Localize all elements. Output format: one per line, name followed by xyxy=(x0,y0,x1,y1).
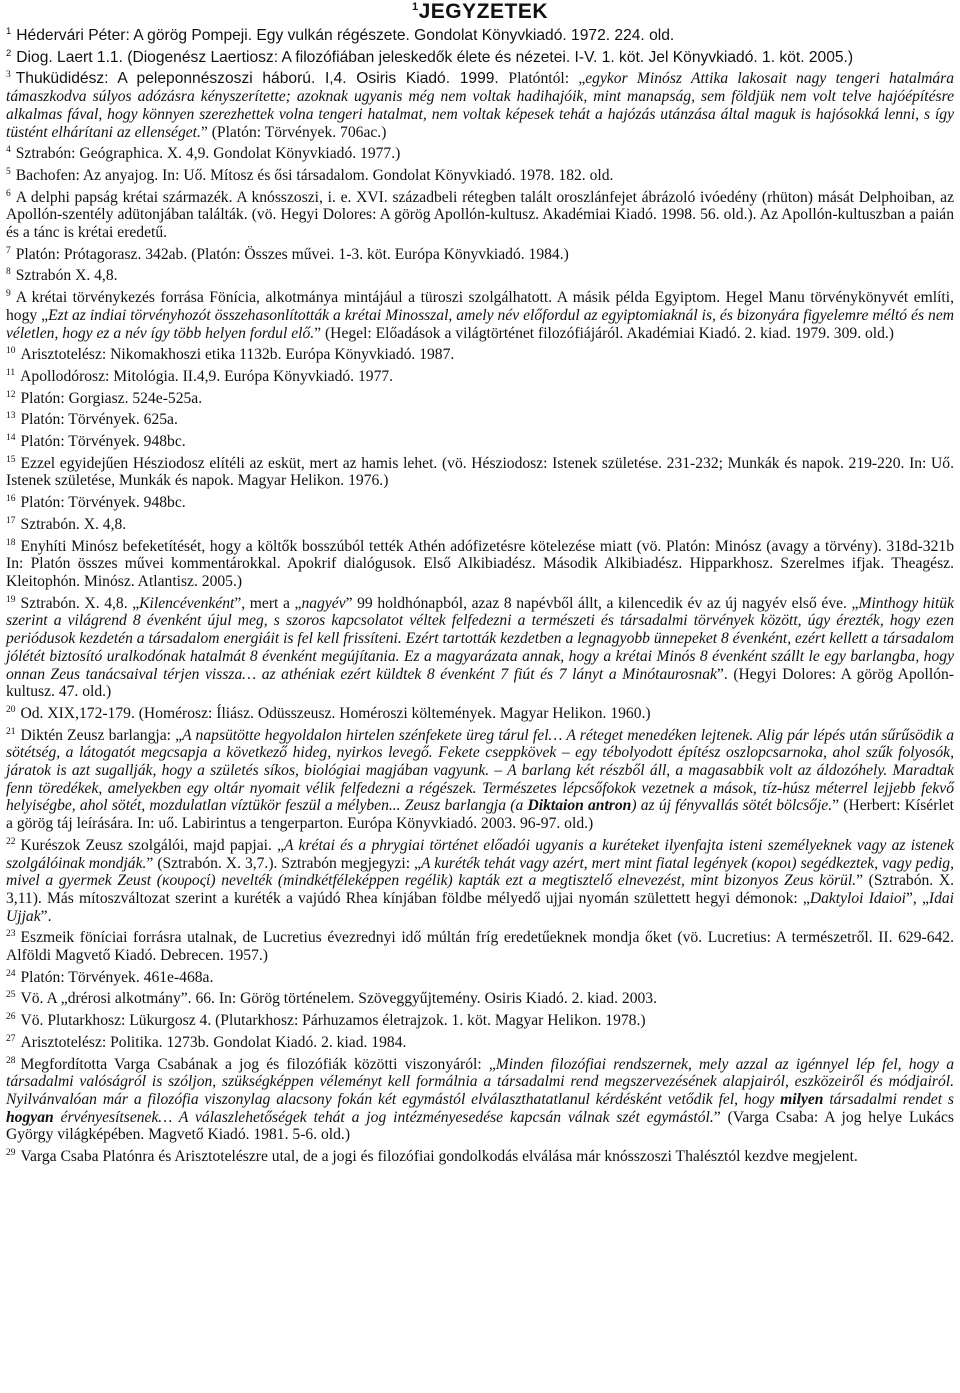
endnote-text: Kurészok Zeusz szolgálói, majd papjai. „ xyxy=(20,836,285,854)
endnote-text: Ezt az indiai törvényhozót összehasonlították a krétai Minosszal, amely név előfordul az egyiptomiaknál is, és bizonyára figyelemre méltó és nem véletlen, hogy ez a név így több helyen fordul elő. xyxy=(6,306,955,342)
endnote-11 xyxy=(6,368,954,386)
endnote-text: Idai Ujjak xyxy=(6,889,955,925)
endnote-8 xyxy=(6,267,954,285)
endnote-number: 29 xyxy=(6,1148,16,1159)
endnotes-page xyxy=(6,0,954,1170)
endnote-text: ”. xyxy=(40,907,52,925)
title-footnote-marker: 1 xyxy=(412,1,419,13)
endnote-number: 22 xyxy=(6,836,16,847)
endnote-26 xyxy=(6,1012,954,1030)
endnote-text: Platón: Törvények. 948bc. xyxy=(20,433,186,451)
endnote-text: Platóntól: „ xyxy=(508,70,586,88)
endnote-text: Daktyloi Idaioi xyxy=(809,889,906,907)
endnote-text: Vö. A „drérosi alkotmány”. 66. In: Görög történelem. Szöveggyűjtemény. Osiris Kiadó. 2. kiad. 2003. xyxy=(20,990,657,1008)
endnote-text: A krétai és a phrygiai történet előadói ugyanis a kuréteket ilyenfajta isteni személyeknek vagy az istenek szolgálóinak mondják. xyxy=(6,836,954,872)
endnote-number: 16 xyxy=(6,494,16,505)
endnote-number: 11 xyxy=(6,367,16,378)
endnote-number: 12 xyxy=(6,389,16,400)
endnote-number: 21 xyxy=(6,726,16,737)
endnote-text: A kuréték tehát vagy azért, mert mint fiatal legények (κοροι) segédkeztek, vagy pedig, mivel a gyermek Zeust (κουροςί) nevelték (mindkétféleképpen regélik) kapták ezt a megtisztelő elnevezést, mint bizonyos Zeus körül. xyxy=(6,854,955,890)
endnote-text: Sztrabón. X. 4,8. „ xyxy=(20,594,140,612)
endnote-12 xyxy=(6,390,954,408)
endnote-text: Diog. Laert 1.1. (Diogenész Laertiosz: A filozófiában jeleskedők élete és nézetei. I-V. 1. köt. Jel Könyvkiadó. 1. köt. 2005.) xyxy=(16,48,854,66)
endnote-text: A delphi papság krétai származék. A knósszoszi, i. e. XVI. századbeli rétegben talált oroszlánfejet ábrázoló ivóedény (rhüton) mását Delphoiban, az Apollón-szentély adütonjában találták. (vö. Hegyi Dolores: A görög Apollón-kultusz. Akadémiai Kiadó. 1998. 56. old.). Az Apollón-kultuszban a paián és a tánc is krétai eredetű. xyxy=(6,188,954,242)
endnote-number: 20 xyxy=(6,704,16,715)
endnote-14 xyxy=(6,433,954,451)
endnote-number: 28 xyxy=(6,1055,16,1066)
endnote-number: 8 xyxy=(6,267,11,278)
endnote-text: Sztrabón. X. 4,8. xyxy=(20,515,127,533)
endnote-text: milyen xyxy=(780,1090,824,1108)
endnote-22 xyxy=(6,837,954,926)
title-text: JEGYZETEK xyxy=(418,0,548,23)
endnote-text: Sztrabón: Geógraphica. X. 4,9. Gondolat Könyvkiadó. 1977.) xyxy=(15,145,401,163)
endnote-number: 17 xyxy=(6,515,16,526)
endnote-number: 9 xyxy=(6,289,11,300)
endnote-text: Apollodórosz: Mitológia. II.4,9. Európa Könyvkiadó. 1977. xyxy=(20,367,394,385)
endnote-number: 14 xyxy=(6,433,16,444)
endnote-number: 6 xyxy=(6,188,11,199)
endnote-text: Arisztotelész: Politika. 1273b. Gondolat Kiadó. 2. kiad. 1984. xyxy=(20,1033,407,1051)
endnote-23 xyxy=(6,929,954,964)
endnote-text: Platón: Törvények. 461e-468a. xyxy=(20,968,214,986)
endnote-text: ” (Hegel: Előadások a világtörténet filozófiájáról. Akadémiai Kiadó. 2. kiad. 1979. 309. old.) xyxy=(314,324,895,342)
endnote-number: 3 xyxy=(6,70,11,81)
endnote-text: Platón: Prótagorasz. 342ab. (Platón: Összes művei. 1-3. köt. Európa Könyvkiadó. 1984.) xyxy=(15,245,569,263)
endnote-text: ” (Herbert: Kísérlet a görög táj leírására. In: uő. Labirintus a tengerparton. Európa Könyvkiadó. 2003. 96-97. old.) xyxy=(6,797,954,833)
endnote-number: 2 xyxy=(6,47,12,59)
endnote-text: A krétai törvénykezés forrása Fönícia, alkotmánya mintájául a türoszi szolgálhatott. A másik példa Egyiptom. Hegel Manu törvénykönyvét említi, hogy „ xyxy=(6,289,954,324)
endnote-text: ” (Varga Csaba: A jog helye Lukács György világképében. Magvető Kiadó. 1981. 5-6. old.) xyxy=(6,1108,954,1144)
endnote-number: 10 xyxy=(6,346,16,357)
endnote-text: egykor Minósz Attika lakosait nagy tengeri hatalmára támaszkodva súlyos adózásra kényszerítette; azoknak ugyanis még nem voltak hadihajóik, mint manapság, sem földjük nem volt telve hajóépítésre alkalmas fával, hogy könnyen szerezhettek volna tengeri hatalmat, nem voltak képesek tehát a hajózás utánzása által maguk is hajósokká lenni, s így tüstént elhárítani az ellenséget. xyxy=(6,70,954,141)
endnote-text: Sztrabón X. 4,8. xyxy=(15,267,118,285)
endnote-text: ” (Sztrabón. X. 3,11). Más mítoszváltozat szerint a kuréték a vajúdó Rhea kínjában földbe mélyedő ujjai nyomán születtett hegyi démonok: „ xyxy=(6,872,955,907)
endnote-number: 25 xyxy=(6,990,16,1001)
endnote-text: Platón: Törvények. 625a. xyxy=(20,411,178,429)
endnote-text: Od. XIX,172-179. (Homérosz: Íliász. Odüsszeusz. Homéroszi költemények. Magyar Helikon. 1960.) xyxy=(20,704,651,722)
endnote-1 xyxy=(6,27,954,45)
endnote-18 xyxy=(6,538,954,591)
endnote-text: Vö. Plutarkhosz: Lükurgosz 4. (Plutarkhosz: Párhuzamos életrajzok. 1. köt. Magyar Helikon. 1978.) xyxy=(20,1012,646,1030)
endnote-16 xyxy=(6,494,954,512)
endnote-19 xyxy=(6,595,954,701)
endnote-text: Platón: Gorgiasz. 524e-525a. xyxy=(20,389,203,407)
endnote-24 xyxy=(6,969,954,987)
endnote-number: 4 xyxy=(6,145,11,156)
endnote-number: 27 xyxy=(6,1033,16,1044)
endnote-text: A napsütötte hegyoldalon hirtelen szénfekete üreg tárul fel… A réteget menedéken lejtenek. Alig pár lépés után sűrűsödik a sötétség, a látogatót megcsapja a következő hideg, nyirkos levegő. Fekete cseppkövek – egy tébolyodott építész oszlopcsarnoka, ahol szűk folyosók, járatok is azt sugallják, hogy a születés síkos, biológiai magjában vagyunk. – A barlang két részből áll, a magasabbik volt az áldozóhely. Maradtak fenn töredékek, amelyekben egy oltár nyomait vélik felfedezni a régészek. Természetes lépcsőfokok vezetnek a mások, tíz-húsz méterrel lejjebb fekvő helyiségbe, ahol sötét, mozdulatlan víztükör feszül a mélyben... Zeusz barlangja (a xyxy=(6,726,955,815)
endnote-text: Diktén Zeusz barlangja: „ xyxy=(20,726,183,744)
endnote-text: Eszmeik föníciai forrásra utalnak, de Lucretius évezrednyi idő múltán fríg eredetűeknek mondja őket (vö. Lucretius: A természetről. II. 629-642. Alföldi Magvető Kiadó. Debrecen. 1957.) xyxy=(6,929,954,965)
endnote-text: Megfordította Varga Csabának a jog és filozófiák közötti viszonyáról: „ xyxy=(20,1055,496,1073)
endnote-29 xyxy=(6,1148,954,1166)
endnote-number: 23 xyxy=(6,929,16,940)
endnote-21 xyxy=(6,727,954,833)
endnote-4 xyxy=(6,145,954,163)
endnote-text: társadalmi rendet s xyxy=(823,1090,955,1108)
endnote-10 xyxy=(6,346,954,364)
endnote-9 xyxy=(6,289,954,342)
endnote-20 xyxy=(6,705,954,723)
endnote-27 xyxy=(6,1034,954,1052)
endnote-number: 5 xyxy=(6,166,11,177)
endnote-text: ” 99 holdhónapból, azaz 8 napévből állt, a kilencedik év az új nagyév első éve. „ xyxy=(345,594,859,612)
endnote-15 xyxy=(6,455,954,490)
endnote-2 xyxy=(6,49,954,67)
endnote-text: ”. (Hegyi Dolores: A görög Apollón-kultusz. 47. old.) xyxy=(6,665,954,701)
endnote-text: Enyhíti Minósz befeketítését, hogy a költők bosszúból tették Athén adófizetésre kötelezése miatt (vö. Platón: Minósz (avagy a törvény). 318d-321b In: Platón összes művei kommentárokkal. Apokrif dialógusok. Első Alkibiadész. Második Alkibiadész. Hipparkhosz. Szerelmes ifjak. Theagész. Kleitophón. Minósz. Atlantisz. 2005.) xyxy=(6,537,954,590)
endnote-6 xyxy=(6,189,954,242)
endnote-number: 15 xyxy=(6,454,16,465)
endnote-text: nagyév xyxy=(301,594,346,612)
endnote-text: Arisztotelész: Nikomakhoszi etika 1132b. Európa Könyvkiadó. 1987. xyxy=(20,346,455,364)
endnote-text: Minthogy hitük szerint a világrend 8 évenként újul meg, s szoros kapcsolatot véltek felfedezni a természeti és társadalmi törvények között, úgy érezték, hogy ezen periódusok kezdetén a társadalom energiáit is fel kell frissíteni. Ezért tartották kezdetben a legnagyobb ünnepeket 8 évenként, ezért kellett a társadalom jólétét biztosító uralkodónak hatalmát 8 évenként megújítania. Ez a magyarázata annak, hogy a krétai Minós 8 évenként szállt le egy barlangba, hogy onnan Zeus tanácsaival térjen vissza… az athéniak ezért küldtek 8 évenként 7 fiút és 7 lányt a Minótaurosnak xyxy=(6,594,955,683)
endnote-13 xyxy=(6,411,954,429)
endnote-text: érvényesítsenek… A válaszlehetőségek tehát a jog intézményesedése kapcsán válnak szét egymástól. xyxy=(53,1108,714,1126)
endnote-number: 18 xyxy=(6,537,16,548)
endnote-text: ”, „ xyxy=(905,889,929,907)
endnote-3 xyxy=(6,70,954,141)
endnote-text: Ezzel egyidejűen Hésziodosz elítéli az esküt, mert az hamis lehet. (vö. Hésziodosz: Istenek születése. 231-232; Munkák és napok. 219-220. In: Uő. Istenek születése, Munkák és napok. Magyar Helikon. 1976.) xyxy=(6,454,954,490)
endnote-text: ”, mert a „ xyxy=(234,594,302,612)
endnote-25 xyxy=(6,990,954,1008)
endnote-text: Varga Csaba Platónra és Arisztotelészre utal, de a jogi és filozófiai gondolkodás elválása már knósszoszi Thalésztól kezdve megjelent. xyxy=(20,1148,858,1166)
endnote-text: hogyan xyxy=(6,1108,54,1126)
endnote-7 xyxy=(6,246,954,264)
endnote-text: ” (Sztrabón. X. 3,7.). Sztrabón megjegyzi: „ xyxy=(146,854,421,872)
endnote-number: 26 xyxy=(6,1012,16,1023)
endnote-28 xyxy=(6,1056,954,1145)
endnote-number: 1 xyxy=(6,26,12,37)
endnote-number: 24 xyxy=(6,968,16,979)
endnote-text: Thuküdidész: A peleponnészoszi háború. I,4. Osiris Kiadó. 1999. xyxy=(15,70,509,88)
endnote-text: Bachofen: Az anyajog. In: Uő. Mítosz és ősi társadalom. Gondolat Könyvkiadó. 1978. 182. old. xyxy=(15,166,614,184)
endnote-number: 7 xyxy=(6,245,11,256)
endnote-number: 13 xyxy=(6,411,16,422)
endnote-number: 19 xyxy=(6,594,16,605)
page-title xyxy=(6,0,954,24)
endnote-text: Diktaion antron xyxy=(527,797,632,815)
endnote-17 xyxy=(6,516,954,534)
endnote-text: Minden filozófiai rendszernek, mely azzal az igénnyel lép fel, hogy a társadalmi valóságról is szóljon, szükségképpen véleményt kell formálnia a társadalmi rend megszervezésének alapjairól, eszközeiről és módjairól. Nyilvánvalóan már a filozófia viszonylag alacsony fokán két egymástól elválaszthatatlanul kérdésként vetődik fel, hogy xyxy=(6,1055,954,1108)
endnote-text: ” (Platón: Törvények. 706ac.) xyxy=(200,123,387,141)
endnote-text: ) az új fényvallás sötét bölcsője. xyxy=(631,797,833,815)
endnote-text: Kilencévenként xyxy=(139,594,235,612)
notes-list xyxy=(6,27,954,1166)
endnote-text: Hédervári Péter: A görög Pompeji. Egy vulkán régészete. Gondolat Könyvkiadó. 1972. 224. old. xyxy=(16,27,675,44)
endnote-5 xyxy=(6,167,954,185)
endnote-text: Platón: Törvények. 948bc. xyxy=(20,494,186,512)
